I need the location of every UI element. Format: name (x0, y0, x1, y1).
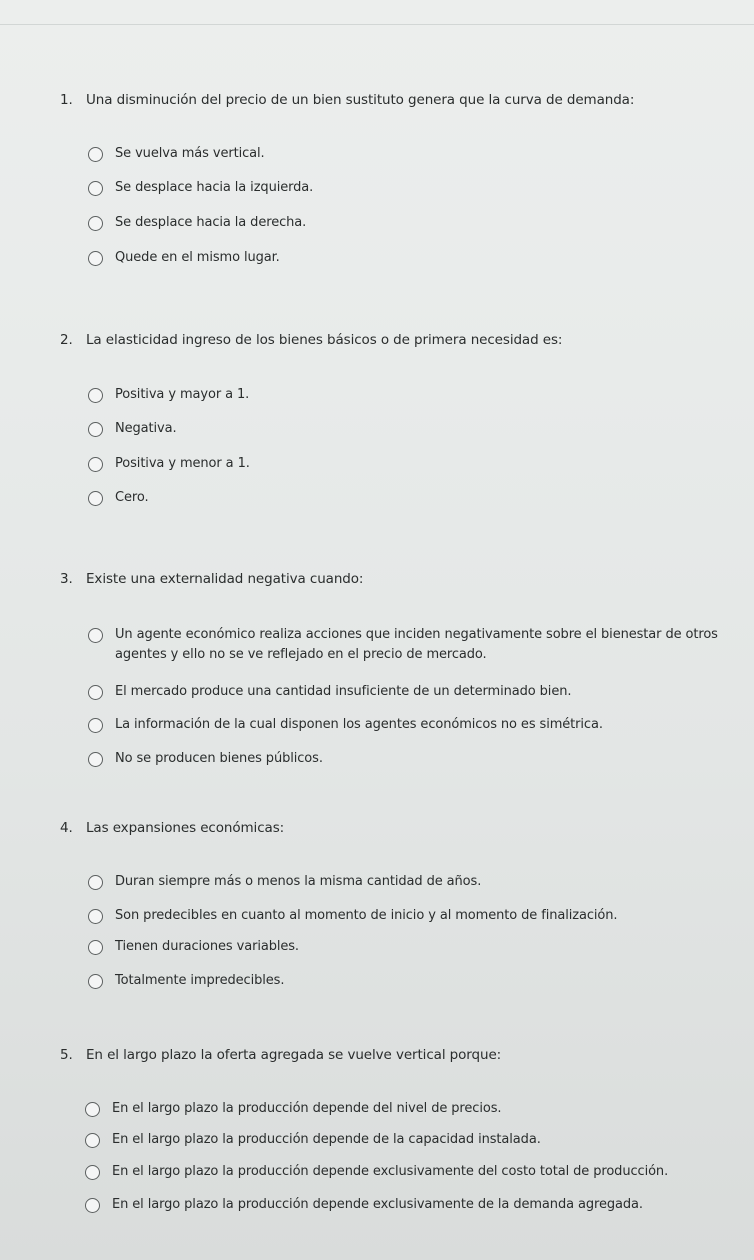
question-3-option-2[interactable]: El mercado produce una cantidad insuficiente de un determinado bien. (88, 684, 571, 702)
radio-button[interactable] (88, 181, 103, 196)
question-4-option-1[interactable]: Duran siempre más o menos la misma cantidad de años. (88, 874, 481, 892)
question-1-option-2[interactable]: Se desplace hacia la izquierda. (88, 180, 313, 198)
question-5-option-4[interactable]: En el largo plazo la producción depende exclusivamente de la demanda agregada. (85, 1197, 643, 1215)
question-5-option-3[interactable]: En el largo plazo la producción depende exclusivamente del costo total de producción. (85, 1164, 668, 1182)
question-5-option-1[interactable]: En el largo plazo la producción depende del nivel de precios. (85, 1101, 501, 1119)
radio-button[interactable] (85, 1165, 100, 1180)
question-5-option-2[interactable]: En el largo plazo la producción depende de la capacidad instalada. (85, 1132, 541, 1150)
radio-button[interactable] (85, 1198, 100, 1213)
question-2-option-2[interactable]: Negativa. (88, 421, 177, 439)
radio-button[interactable] (85, 1133, 100, 1148)
radio-button[interactable] (88, 974, 103, 989)
radio-button[interactable] (88, 388, 103, 403)
radio-button[interactable] (88, 628, 103, 643)
question-4-option-4[interactable]: Totalmente impredecibles. (88, 973, 284, 991)
question-4-text: 4. Las expansiones económicas: (60, 820, 285, 836)
radio-button[interactable] (88, 491, 103, 506)
question-3-text: 3. Existe una externalidad negativa cuando: (60, 571, 364, 587)
question-1-text: 1. Una disminución del precio de un bien sustituto genera que la curva de demanda: (60, 92, 635, 108)
radio-button[interactable] (88, 940, 103, 955)
question-1-option-1[interactable]: Se vuelva más vertical. (88, 146, 265, 164)
radio-button[interactable] (88, 685, 103, 700)
radio-button[interactable] (88, 216, 103, 231)
question-4-option-3[interactable]: Tienen duraciones variables. (88, 939, 299, 957)
radio-button[interactable] (88, 147, 103, 162)
question-1-number: 1. (60, 92, 73, 108)
question-1-option-4[interactable]: Quede en el mismo lugar. (88, 250, 280, 268)
radio-button[interactable] (88, 752, 103, 767)
radio-button[interactable] (88, 251, 103, 266)
radio-button[interactable] (88, 909, 103, 924)
question-4-number: 4. (60, 820, 73, 836)
question-4-option-2[interactable]: Son predecibles en cuanto al momento de inicio y al momento de finalización. (88, 908, 617, 926)
question-2-number: 2. (60, 332, 73, 348)
question-5-text: 5. En el largo plazo la oferta agregada se vuelve vertical porque: (60, 1047, 502, 1063)
top-divider (0, 24, 754, 25)
question-2-option-1[interactable]: Positiva y mayor a 1. (88, 387, 249, 405)
question-1-option-3[interactable]: Se desplace hacia la derecha. (88, 215, 306, 233)
radio-button[interactable] (88, 718, 103, 733)
question-3-number: 3. (60, 571, 73, 587)
question-3-option-4[interactable]: No se producen bienes públicos. (88, 751, 323, 769)
radio-button[interactable] (88, 875, 103, 890)
radio-button[interactable] (85, 1102, 100, 1117)
question-2-option-3[interactable]: Positiva y menor a 1. (88, 456, 250, 474)
radio-button[interactable] (88, 422, 103, 437)
question-3-option-1[interactable]: Un agente económico realiza acciones que inciden negativamente sobre el bienestar de otros agentes y ello no se ve reflejado en el precio de mercado. (88, 627, 735, 665)
question-3-option-3[interactable]: La información de la cual disponen los agentes económicos no es simétrica. (88, 717, 603, 735)
question-2-option-4[interactable]: Cero. (88, 490, 149, 508)
question-5-number: 5. (60, 1047, 73, 1063)
radio-button[interactable] (88, 457, 103, 472)
question-2-text: 2. La elasticidad ingreso de los bienes básicos o de primera necesidad es: (60, 332, 563, 348)
